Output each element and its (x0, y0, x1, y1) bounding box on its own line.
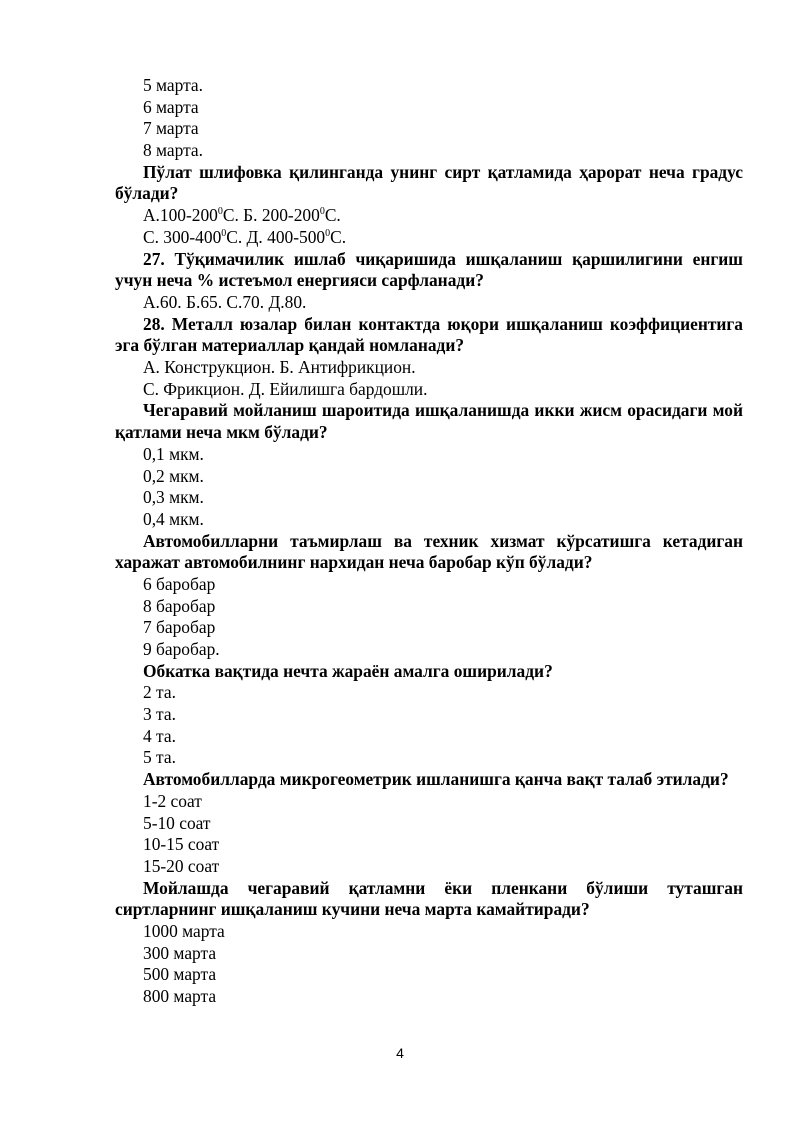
answer-option: 5 та. (143, 747, 176, 768)
answer-option: 500 марта (143, 964, 217, 985)
question-text: Пўлат шлифовка қилинганда унинг сирт қатламида ҳарорат неча градус бўлади? (115, 161, 743, 204)
answer-option: 3 та. (143, 704, 176, 725)
question-text: 28. Металл юзалар билан контактда юқори ишқаланиш коэффициентига эга бўлган материаллар қандай номланади? (115, 313, 743, 356)
answer-option: 8 марта. (143, 140, 203, 161)
answer-option: 6 баробар (143, 573, 216, 594)
test-content (115, 75, 743, 1008)
answer-option: А.60. Б.65. С.70. Д.80. (143, 291, 307, 312)
answer-option: 7 марта (143, 118, 199, 139)
answer-option: 1-2 соат (143, 790, 202, 811)
answer-option: 1000 марта (143, 921, 225, 942)
question-text: Автомобилларни таъмирлаш ва техник хизмат кўрсатишга кетадиган харажат автомобилнинг нархидан неча баробар кўп бўлади? (115, 530, 743, 573)
question-text: Мойлашда чегаравий қатламни ёки пленкани бўлиши туташган сиртларнинг ишқаланиш кучини неча марта камайтиради? (115, 877, 743, 920)
answer-option: 4 та. (143, 725, 176, 746)
page-number: 4 (396, 1045, 404, 1061)
answer-option: 2 та. (143, 682, 176, 703)
answer-option: С. Фрикцион. Д. Ейилишга бардошли. (143, 378, 428, 399)
answer-option: А. Конструкцион. Б. Антифрикцион. (143, 357, 416, 378)
degree-superscript: 0 (217, 206, 223, 218)
answer-option: 0,4 мкм. (143, 508, 204, 529)
degree-superscript: 0 (319, 206, 325, 218)
answer-option: 0,1 мкм. (143, 443, 204, 464)
answer-option: 6 марта (143, 96, 199, 117)
answer-option: 7 баробар (143, 617, 216, 638)
question-text: Обкатка вақтида нечта жараён амалга оширилади? (143, 660, 553, 681)
question-text: Чегаравий мойланиш шароитида ишқаланишда икки жисм орасидаги мой қатлами неча мкм бўлади? (115, 400, 743, 443)
question-text: 27. Тўқимачилик ишлаб чиқаришида ишқаланиш қаршилигини енгиш учун неча % истеъмол енергияси сарфланади? (115, 248, 743, 291)
answer-option: 5-10 соат (143, 812, 211, 833)
answer-option: С. $300-400^0С$. Д. $400-500^0С$. (143, 226, 347, 247)
answer-option: 5 марта. (143, 75, 203, 95)
question-text: Автомобилларда микрогеометрик ишланишга қанча вақт талаб этилади? (143, 769, 729, 790)
answer-option: 15-20 соат (143, 855, 220, 876)
degree-superscript: 0 (325, 227, 331, 239)
answer-option: 0,2 мкм. (143, 465, 204, 486)
answer-option: 800 марта (143, 986, 217, 1007)
answer-option: 8 баробар (143, 595, 216, 616)
answer-option: 9 баробар. (143, 639, 220, 660)
answer-option: 10-15 соат (143, 834, 220, 855)
degree-superscript: 0 (221, 227, 227, 239)
answer-option: 300 марта (143, 942, 217, 963)
answer-option: $А.100-200^0С$. Б. $200-200^0С$. (143, 205, 341, 226)
answer-option: 0,3 мкм. (143, 487, 204, 508)
